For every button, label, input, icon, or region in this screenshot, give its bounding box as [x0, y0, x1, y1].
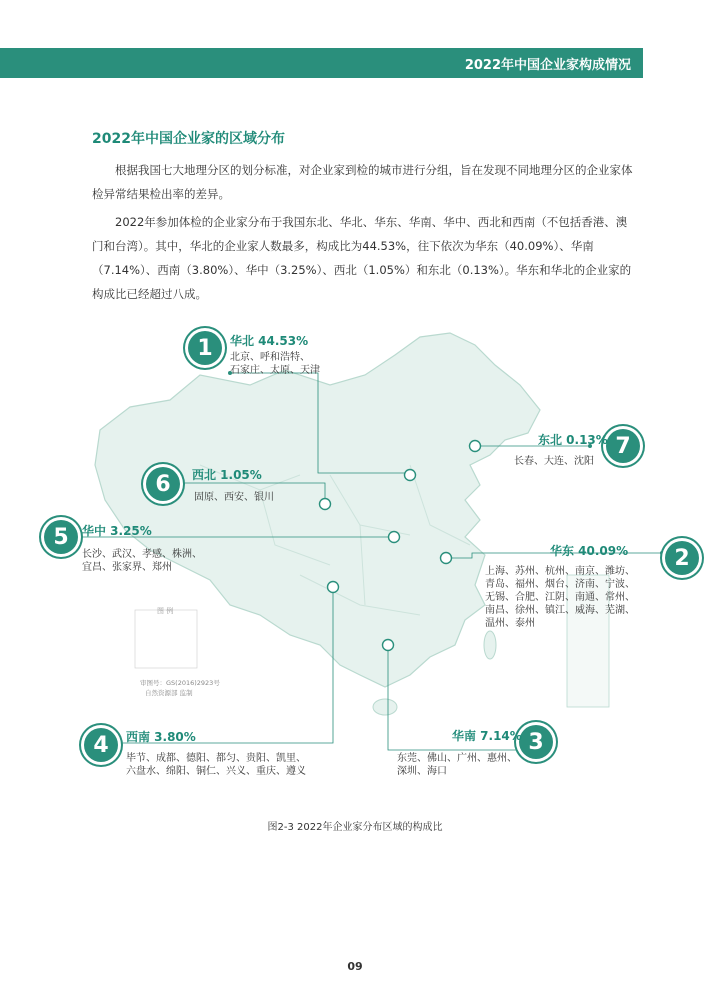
dot-xinan — [328, 582, 339, 593]
dot-xibei — [320, 499, 331, 510]
dot-huabei — [405, 470, 416, 481]
badge-7: 7 — [606, 429, 640, 463]
section-title: 2022年中国企业家的区域分布 — [92, 131, 285, 147]
region-label-xibei: 西北 1.05% — [192, 468, 262, 482]
badge-2: 2 — [665, 541, 699, 575]
badge-4: 4 — [84, 728, 118, 762]
dot-dongbei — [470, 441, 481, 452]
dot-huadong — [441, 553, 452, 564]
badge-5: 5 — [44, 520, 78, 554]
china-map-figure — [0, 315, 710, 815]
header-band — [0, 48, 643, 78]
region-label-dongbei: 东北 0.13% — [538, 433, 608, 447]
hainan-island — [373, 699, 397, 715]
cities-huadong: 上海、苏州、杭州、南京、潍坊、 青岛、福州、烟台、济南、宁波、 无锡、合肥、江阴、南通、常州、 南昌、徐州、镇江、威海、芜湖、 温州、泰州 — [485, 566, 635, 629]
region-label-xinan: 西南 3.80% — [126, 730, 196, 744]
badge-6: 6 — [146, 467, 180, 501]
cities-xibei: 固原、西安、银川 — [194, 492, 274, 503]
cities-dongbei: 长春、大连、沈阳 — [514, 456, 594, 467]
paragraph-2: 2022年参加体检的企业家分布于我国东北、华北、华东、华南、华中、西北和西南（不包括香港、澳门和台湾）。其中，华北的企业家人数最多，构成比为44.53%，往下依次为华东（40.09%）、华南（7.14%）、西南（3.80%）、华中（3.25%）、西北（1.05%）和东北（0.13%）。华东和华北的企业家的构成比已经超过八成。 — [92, 215, 632, 301]
badge-1: 1 — [188, 331, 222, 365]
region-label-huabei: 华北 44.53% — [230, 334, 309, 348]
region-label-huadong: 华东 40.09% — [550, 544, 629, 558]
figure-caption: 图2-3 2022年企业家分布区域的构成比 — [267, 822, 443, 833]
cities-huanan: 东莞、佛山、广州、惠州、 深圳、海口 — [397, 753, 517, 777]
page-number: 09 — [347, 960, 363, 973]
dot-huanan — [383, 640, 394, 651]
badge-3: 3 — [519, 725, 553, 759]
taiwan-island — [484, 631, 496, 659]
cities-huabei: 北京、呼和浩特、 石家庄、太原、天津 — [230, 352, 320, 376]
header-title: 2022年中国企业家构成情况 — [464, 58, 631, 73]
cities-xinan: 毕节、成都、德阳、都匀、贵阳、凯里、 六盘水、绵阳、铜仁、兴义、重庆、遵义 — [126, 753, 306, 777]
china-outline — [95, 333, 540, 687]
map-legend-note-2: 自然资源部 监制 — [145, 689, 193, 697]
dot-huazhong — [389, 532, 400, 543]
map-legend-title: 图 例 — [157, 607, 174, 615]
region-label-huanan: 华南 7.14% — [452, 729, 522, 743]
region-label-huazhong: 华中 3.25% — [82, 524, 152, 538]
cities-huazhong: 长沙、武汉、孝感、株洲、 宜昌、张家界、郑州 — [82, 549, 202, 573]
paragraph-1: 根据我国七大地理分区的划分标准，对企业家到检的城市进行分组，旨在发现不同地理分区的企业家体检异常结果检出率的差异。 — [92, 163, 633, 201]
map-legend-box — [135, 610, 197, 668]
map-legend-note-1: 审图号：GS(2016)2923号 — [140, 679, 220, 687]
